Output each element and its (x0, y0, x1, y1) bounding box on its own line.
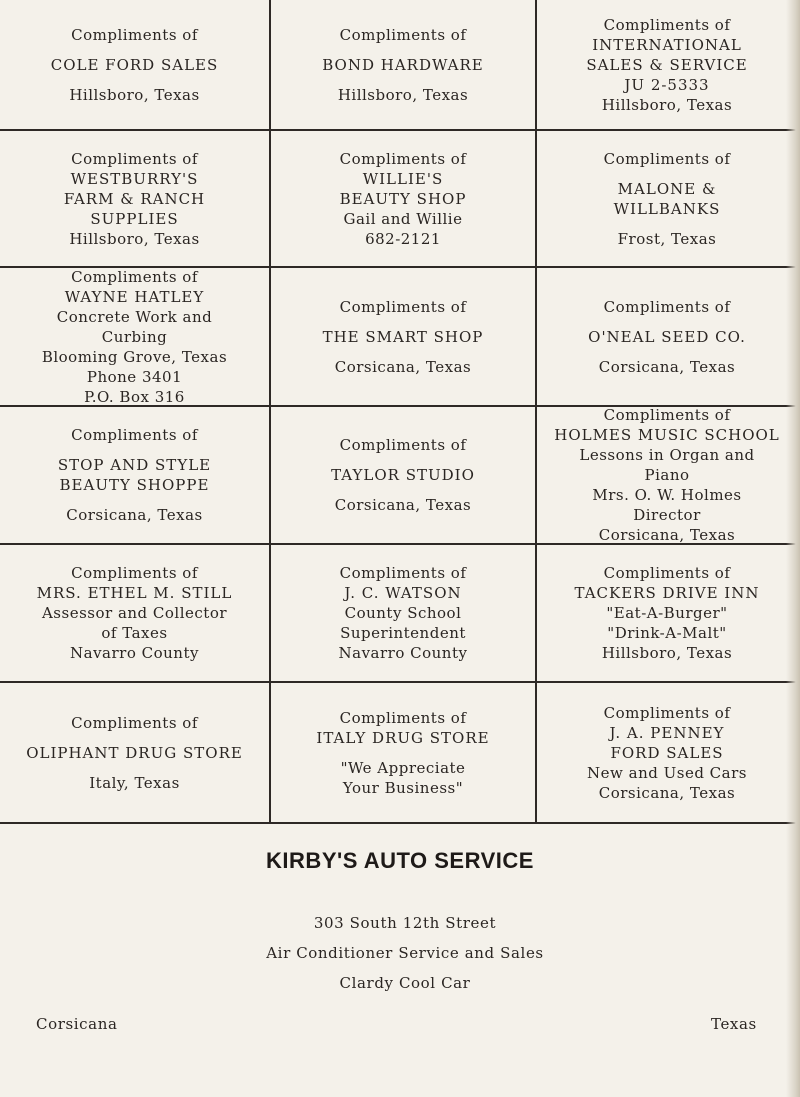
ad-text-line: WESTBURRY'S (70, 169, 199, 188)
ad-text-line: Navarro County (70, 644, 199, 662)
ad-text-line: WILLIE'S (362, 169, 444, 188)
ad-text-line: Lessons in Organ and (579, 446, 755, 464)
ad-compliments-line: Compliments of (339, 149, 467, 168)
ad-text-line: Hillsboro, Texas (337, 85, 469, 104)
ad-text-line: SALES & SERVICE (586, 55, 748, 74)
ad-cell (271, 407, 537, 545)
ad-compliments-line: Compliments of (339, 708, 467, 727)
ad-text-line: P.O. Box 316 (84, 387, 185, 406)
ad-text-line: "We Appreciate (340, 758, 466, 777)
kirby-title: KIRBY'S AUTO SERVICE (266, 848, 534, 873)
ad-compliments-line: Compliments of (71, 564, 198, 582)
ad-text-line: HOLMES MUSIC SCHOOL (554, 426, 780, 444)
ad-cell (0, 131, 271, 268)
ad-compliments-line: Compliments of (603, 703, 731, 722)
ad-text-line: "Eat-A-Burger" (606, 604, 728, 622)
ad-text-line: TACKERS DRIVE INN (574, 584, 760, 602)
ad-text-line: Corsicana, Texas (598, 526, 736, 544)
ad-compliments-line: Compliments of (71, 149, 198, 168)
ad-text-line: J. A. PENNEY (609, 723, 725, 742)
ad-cell (0, 268, 271, 407)
ad-text-line: Corsicana, Texas (66, 506, 203, 524)
ad-text-line: Italy, Texas (89, 773, 180, 792)
ad-text-line: Mrs. O. W. Holmes (592, 486, 742, 504)
ad-text-line: ITALY DRUG STORE (316, 728, 490, 747)
ad-cell (537, 407, 797, 545)
ad-text-line: Hillsboro, Texas (601, 95, 733, 114)
ad-text-line: Hillsboro, Texas (601, 644, 733, 662)
kirby-ad (0, 822, 800, 1097)
ad-compliments-line: Compliments of (603, 406, 731, 424)
ad-text-line: THE SMART SHOP (322, 327, 484, 346)
ad-text-line: FORD SALES (610, 743, 724, 762)
kirby-product: Clardy Cool Car (339, 974, 471, 992)
ad-text-line: BEAUTY SHOPPE (59, 476, 210, 494)
ad-compliments-line: Compliments of (339, 436, 467, 454)
ad-text-line: SUPPLIES (90, 209, 179, 228)
ad-text-line: Piano (644, 466, 690, 484)
ad-text-line: Assessor and Collector (41, 604, 228, 622)
kirby-service: Air Conditioner Service and Sales (266, 944, 544, 962)
ad-text-line: INTERNATIONAL (592, 35, 742, 54)
ad-compliments-line: Compliments of (71, 426, 198, 444)
ad-compliments-line: Compliments of (71, 267, 198, 286)
ad-text-line: Navarro County (338, 644, 468, 662)
ad-text-line: FARM & RANCH (63, 189, 206, 208)
ad-text-line: of Taxes (101, 624, 168, 642)
ad-text-line: MALONE & (617, 179, 717, 198)
kirby-state: Texas (711, 1015, 757, 1033)
ad-cell (0, 0, 271, 131)
ad-compliments-line: Compliments of (339, 564, 467, 582)
ad-compliments-line: Compliments of (339, 25, 467, 44)
ad-text-line: JU 2-5333 (624, 75, 710, 94)
ad-cell (271, 683, 537, 822)
ad-text-line: "Drink-A-Malt" (607, 624, 727, 642)
ad-text-line: County School (344, 604, 462, 622)
ad-text-line: Phone 3401 (86, 367, 183, 386)
ad-cell (537, 131, 797, 268)
ad-cell (537, 0, 797, 131)
ad-text-line: TAYLOR STUDIO (331, 466, 475, 484)
ad-text-line: Director (633, 506, 701, 524)
ad-text-line: Frost, Texas (617, 229, 717, 248)
ad-text-line: J. C. WATSON (344, 584, 462, 602)
ad-cell (271, 268, 537, 407)
ad-text-line: Gail and Willie (343, 209, 463, 228)
kirby-address: 303 South 12th Street (313, 914, 497, 932)
kirby-city: Corsicana (36, 1015, 118, 1033)
ad-text-line: Corsicana, Texas (334, 496, 472, 514)
ad-cell (537, 268, 797, 407)
ad-text-line: Your Business" (342, 778, 464, 797)
ad-text-line: Superintendent (340, 624, 466, 642)
ad-text-line: BEAUTY SHOP (339, 189, 467, 208)
page-edge-shadow (786, 0, 800, 1097)
ad-cell (537, 683, 797, 822)
ad-compliments-line: Compliments of (603, 149, 731, 168)
ad-text-line: 682-2121 (365, 229, 441, 248)
ad-text-line: Blooming Grove, Texas (41, 347, 228, 366)
ad-compliments-line: Compliments of (71, 713, 198, 732)
ad-text-line: WAYNE HATLEY (64, 287, 205, 306)
ad-text-line: BOND HARDWARE (322, 55, 484, 74)
ad-text-line: Corsicana, Texas (598, 357, 736, 376)
ad-text-line: WILLBANKS (613, 199, 721, 218)
ad-compliments-line: Compliments of (603, 297, 731, 316)
ad-cell (537, 545, 797, 683)
ad-text-line: OLIPHANT DRUG STORE (26, 743, 243, 762)
ad-compliments-line: Compliments of (71, 25, 198, 44)
ad-text-line: Corsicana, Texas (598, 783, 736, 802)
ad-compliments-line: Compliments of (339, 297, 467, 316)
ad-cell (271, 545, 537, 683)
ad-text-line: STOP AND STYLE (57, 456, 212, 474)
ad-cell (0, 407, 271, 545)
ad-text-line: COLE FORD SALES (50, 55, 219, 74)
ad-text-line: Curbing (101, 327, 168, 346)
ad-text-line: Hillsboro, Texas (69, 229, 200, 248)
ad-compliments-line: Compliments of (603, 15, 731, 34)
ad-text-line: Corsicana, Texas (334, 357, 472, 376)
ad-cell (271, 131, 537, 268)
ad-cell (0, 545, 271, 683)
ad-cell (271, 0, 537, 131)
ad-cell (0, 683, 271, 822)
ad-text-line: Hillsboro, Texas (69, 85, 200, 104)
ad-compliments-line: Compliments of (603, 564, 731, 582)
ad-text-line: O'NEAL SEED CO. (588, 327, 746, 346)
ad-text-line: New and Used Cars (587, 763, 747, 782)
ad-text-line: MRS. ETHEL M. STILL (36, 584, 233, 602)
ad-text-line: Concrete Work and (56, 307, 213, 326)
